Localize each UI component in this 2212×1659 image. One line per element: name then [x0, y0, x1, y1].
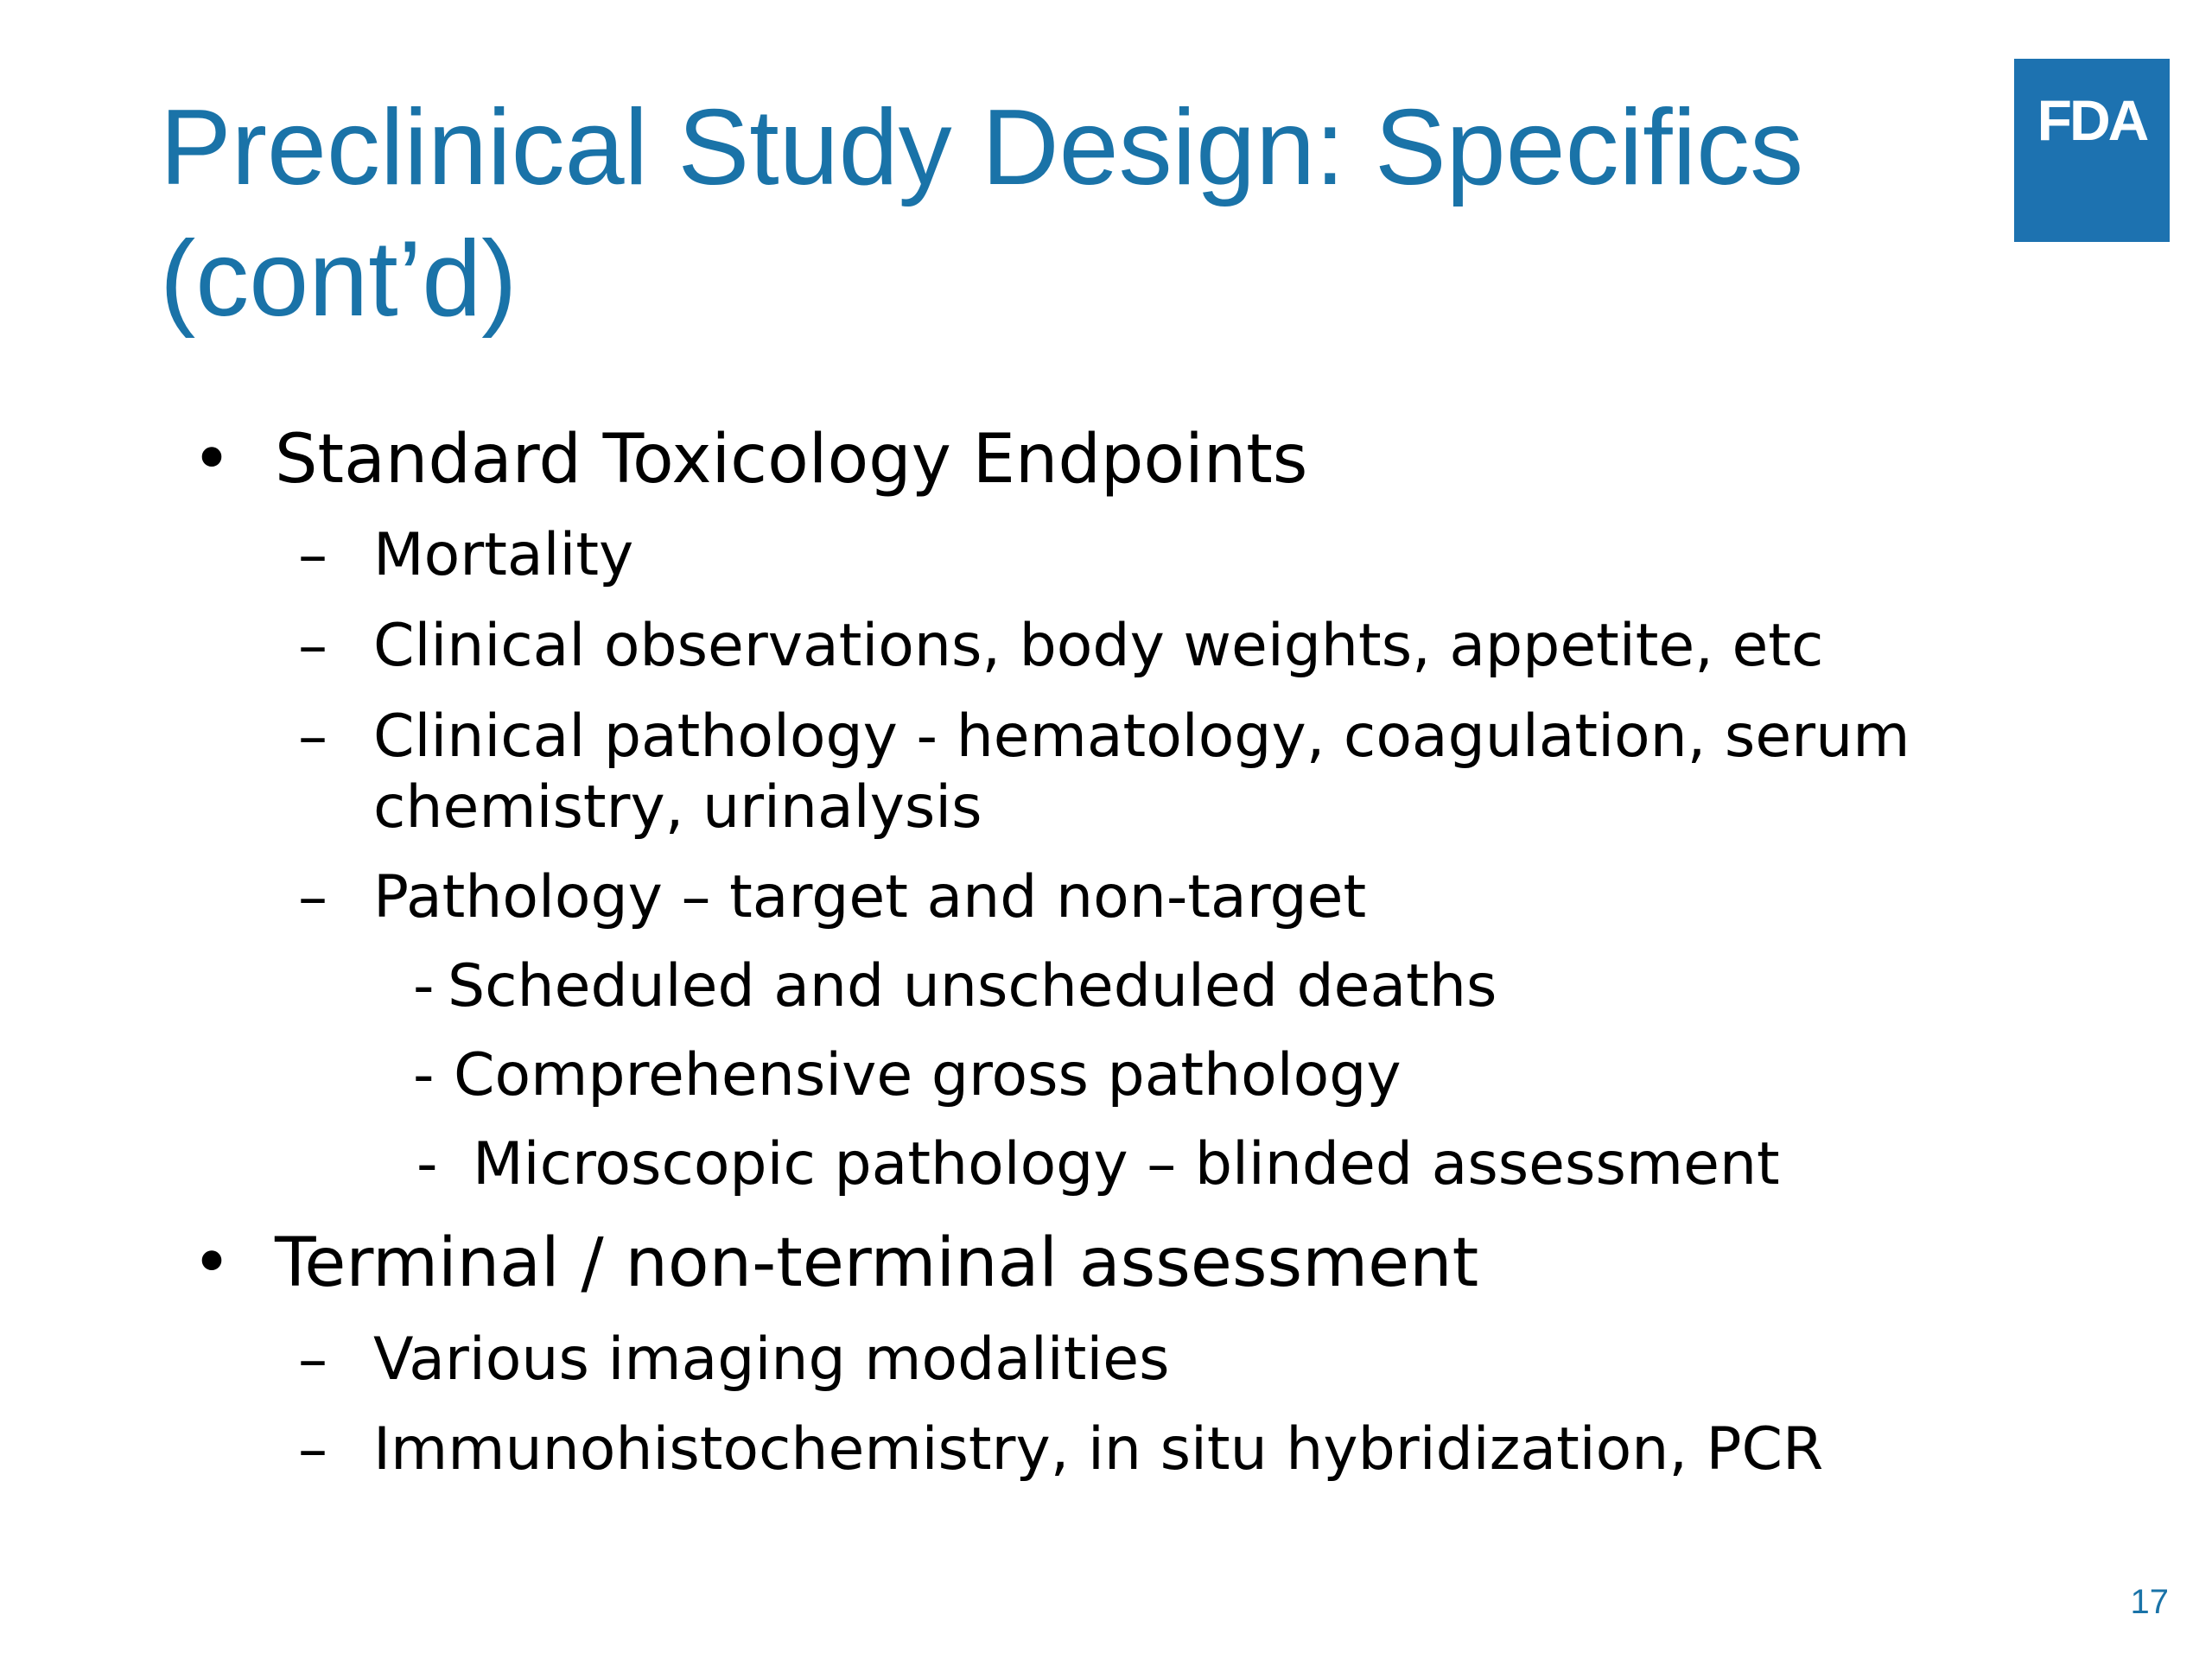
subitem-clinical-pathology-line-2: chemistry, urinalysis — [373, 773, 982, 842]
subitem-imaging-modalities: Various imaging modalities — [373, 1325, 1170, 1394]
subitem-marker: – — [298, 1415, 327, 1484]
subitem-clinical-observations: Clinical observations, body weights, appetite, etc — [373, 612, 1824, 680]
subitem-marker: – — [298, 521, 327, 589]
bullet-terminal-assessment: Terminal / non-terminal assessment — [275, 1224, 1479, 1302]
subitem-marker: – — [298, 702, 327, 771]
subsubitem-scheduled-deaths: Scheduled and unscheduled deaths — [448, 952, 1497, 1020]
subsubitem-marker: - — [413, 1041, 435, 1109]
subitem-mortality: Mortality — [373, 521, 634, 589]
slide-title-line-1: Preclinical Study Design: Specifics — [160, 88, 1804, 207]
subitem-clinical-pathology-line-1: Clinical pathology - hematology, coagulation, serum — [373, 702, 1910, 771]
fda-logo-text: FDA — [2037, 88, 2147, 152]
bullet-standard-toxicology-endpoints: Standard Toxicology Endpoints — [275, 421, 1308, 499]
bullet-marker: • — [192, 1224, 232, 1302]
bullet-marker: • — [192, 421, 232, 499]
subitem-pathology: Pathology – target and non-target — [373, 863, 1367, 931]
subsubitem-marker: - — [413, 952, 435, 1020]
subitem-marker: – — [298, 1325, 327, 1394]
subsubitem-microscopic-pathology: Microscopic pathology – blinded assessment — [473, 1130, 1780, 1198]
subitem-marker: – — [298, 863, 327, 931]
subsubitem-gross-pathology: Comprehensive gross pathology — [454, 1041, 1402, 1109]
subitem-marker: – — [298, 612, 327, 680]
page-number: 17 — [2130, 1583, 2169, 1621]
subsubitem-marker: - — [416, 1130, 438, 1198]
slide-title-line-2: (cont’d) — [160, 219, 518, 339]
subitem-immunohistochemistry: Immunohistochemistry, in situ hybridization, PCR — [373, 1415, 1824, 1484]
